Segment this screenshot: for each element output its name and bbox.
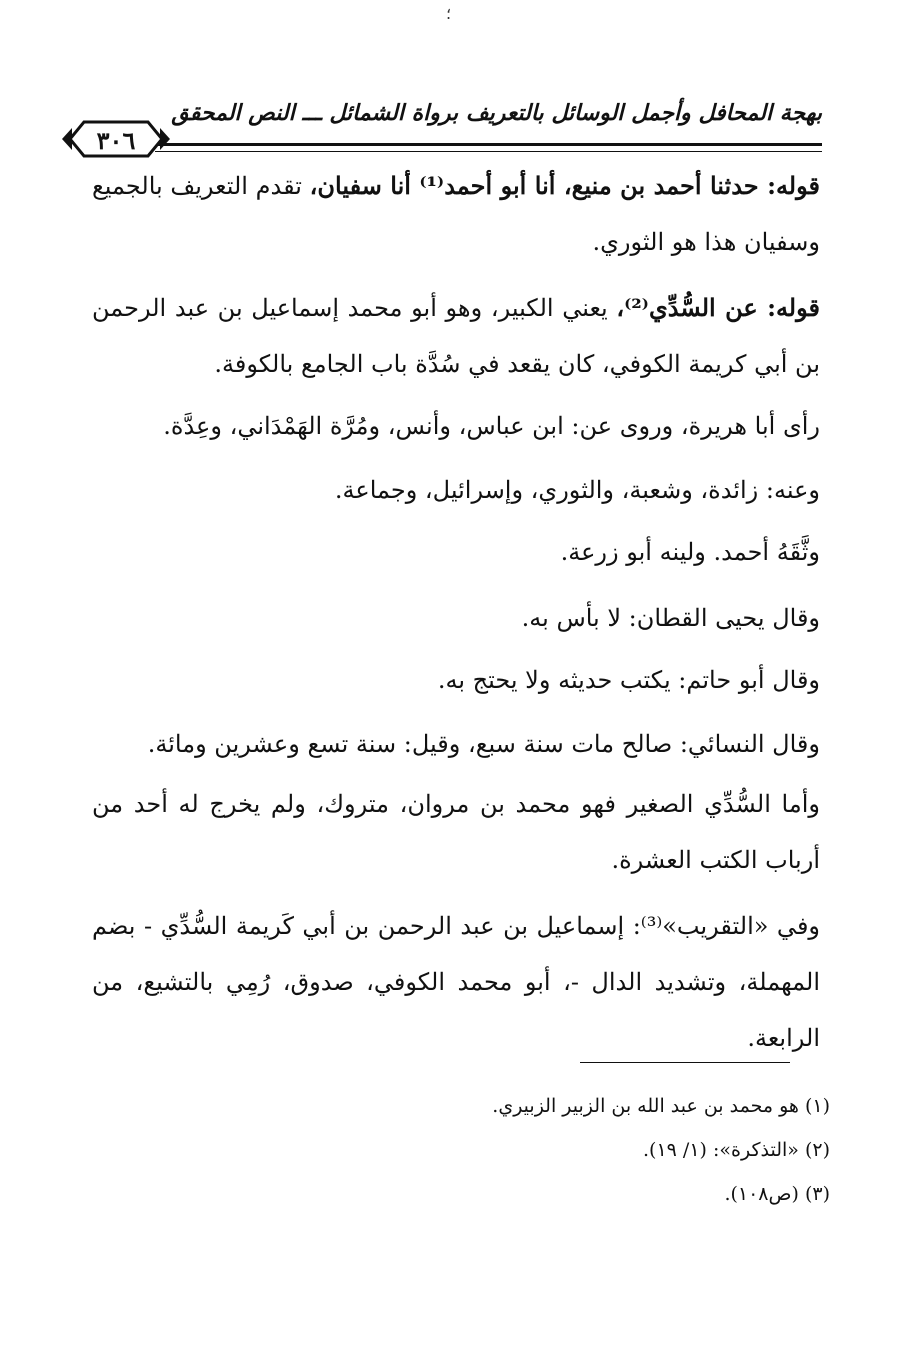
paragraph-3 xyxy=(92,398,820,454)
footnote-3: (٣) (ص١٠٨). xyxy=(724,1183,830,1205)
footnote-1: (١) هو محمد بن عبد الله بن الزبير الزبيري. xyxy=(492,1095,830,1117)
paragraph-text: وقال النسائي: صالح مات سنة سبع، وقيل: سنة تسع وعشرين ومائة. xyxy=(147,730,820,758)
paragraph-lead: قوله: حدثنا أحمد بن منيع، أنا أبو أحمد⁽¹⁾ أنا سفيان، xyxy=(309,171,820,200)
paragraph-6 xyxy=(92,590,820,646)
top-mark: ؛ xyxy=(446,4,452,23)
footnote-2: (٢) «التذكرة»: (١/ ١٩). xyxy=(643,1139,830,1161)
paragraph-text: وأما السُّدِّي الصغير فهو محمد بن مروان، متروك، ولم يخرج له أحد من أرباب الكتب العشرة. xyxy=(92,790,820,874)
paragraph-text: وقال أبو حاتم: يكتب حديثه ولا يحتج به. xyxy=(437,666,820,694)
footnote-separator xyxy=(580,1062,790,1063)
header-rule-thin xyxy=(155,151,822,152)
paragraph-9 xyxy=(92,776,820,888)
paragraph-text: وقال يحيى القطان: لا بأس به. xyxy=(521,604,820,632)
paragraph-8 xyxy=(92,716,820,772)
paragraph-lead: قوله: عن السُّدِّي⁽²⁾، xyxy=(616,293,820,322)
header-rule-thick xyxy=(155,143,822,146)
paragraph-text: رأى أبا هريرة، وروى عن: ابن عباس، وأنس، ومُرَّة الهَمْدَاني، وعِدَّة. xyxy=(163,412,820,440)
paragraph-4 xyxy=(92,462,820,518)
paragraph-text: وثَّقَهُ أحمد. ولينه أبو زرعة. xyxy=(560,538,820,566)
paragraph-2 xyxy=(92,280,820,392)
page-number-badge xyxy=(60,118,172,160)
paragraph-text: تقدم التعريف بالجميع وسفيان هذا هو الثوري. xyxy=(92,172,820,256)
paragraph-10 xyxy=(92,898,820,1066)
paragraph-7 xyxy=(92,652,820,708)
page-number: ٣٠٦ xyxy=(96,126,136,155)
paragraph-5 xyxy=(92,524,820,580)
paragraph-text: وفي «التقريب»⁽³⁾: إسماعيل بن عبد الرحمن بن أبي كَريمة السُّدِّي - بضم المهملة، وتشديد الدال -، أبو محمد الكوفي، صدوق، رُمِي بالتشيع، من الرابعة. xyxy=(92,912,821,1052)
footnotes xyxy=(400,1084,830,1216)
paragraph-text: وعنه: زائدة، وشعبة، والثوري، وإسرائيل، وجماعة. xyxy=(334,476,820,504)
page-header xyxy=(60,100,822,160)
paragraph-text: يعني الكبير، وهو أبو محمد إسماعيل بن عبد الرحمن بن أبي كريمة الكوفي، كان يقعد في سُدَّة باب الجامع بالكوفة. xyxy=(92,294,820,378)
paragraph-1 xyxy=(92,158,820,270)
running-title: بهجة المحافل وأجمل الوسائل بالتعريف برواة الشمائل ـــ النص المحقق xyxy=(171,100,822,126)
